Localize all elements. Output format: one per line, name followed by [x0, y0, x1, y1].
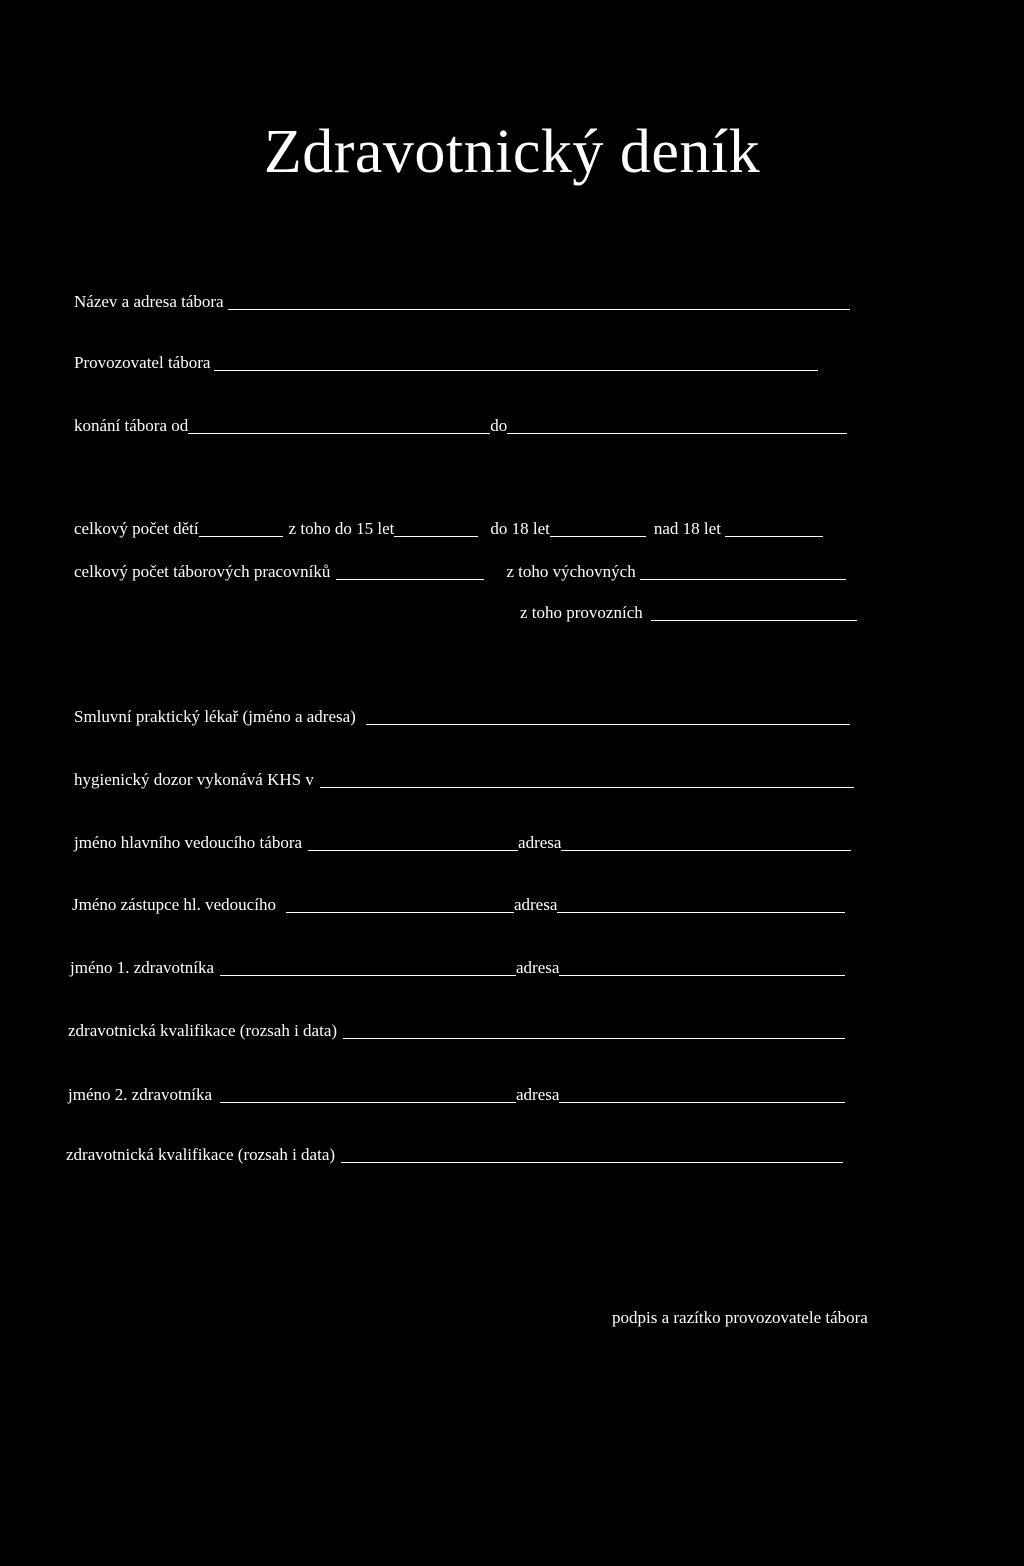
blank-hygiene-supervision[interactable] — [320, 787, 854, 788]
label-children-under-18: do 18 let — [490, 519, 550, 538]
blank-head-leader-name[interactable] — [308, 850, 518, 851]
blank-children-under-15[interactable] — [394, 536, 478, 537]
blank-children-under-18[interactable] — [550, 536, 646, 537]
label-hygiene-supervision: hygienický dozor vykonává KHS v — [74, 770, 314, 789]
field-camp-dates — [74, 416, 847, 436]
label-head-leader-address: adresa — [518, 833, 562, 852]
blank-camp-name-address[interactable] — [228, 309, 850, 310]
field-medic-1 — [70, 958, 845, 978]
label-children-over-18: nad 18 let — [653, 519, 721, 538]
field-staff-operational — [520, 603, 857, 623]
field-head-leader — [74, 833, 851, 853]
blank-children-total[interactable] — [199, 536, 283, 537]
label-staff-operational: z toho provozních — [520, 603, 643, 622]
label-camp-operator: Provozovatel tábora — [74, 353, 211, 372]
blank-medic-2-qualification[interactable] — [341, 1162, 843, 1163]
blank-medic-1-name[interactable] — [220, 975, 516, 976]
label-head-leader-name: jméno hlavního vedoucího tábora — [74, 833, 303, 852]
blank-medic-1-address[interactable] — [559, 975, 845, 976]
blank-staff-total[interactable] — [336, 579, 484, 580]
label-medic-1-name: jméno 1. zdravotníka — [70, 958, 214, 977]
label-children-under-15: z toho do 15 let — [288, 519, 395, 538]
blank-camp-operator[interactable] — [214, 370, 818, 371]
label-staff-educators: z toho výchovných — [506, 562, 636, 581]
blank-head-leader-address[interactable] — [561, 850, 851, 851]
blank-contract-doctor[interactable] — [366, 724, 850, 725]
field-camp-name-address — [74, 292, 850, 312]
field-contract-doctor — [74, 707, 850, 727]
field-children-counts — [74, 519, 823, 539]
label-camp-from: konání tábora od — [74, 416, 189, 435]
blank-medic-1-qualification[interactable] — [343, 1038, 845, 1039]
label-camp-name-address: Název a adresa tábora — [74, 292, 224, 311]
field-camp-operator — [74, 353, 818, 373]
label-medic-1-qualification: zdravotnická kvalifikace (rozsah i data) — [68, 1021, 338, 1040]
blank-deputy-leader-address[interactable] — [557, 912, 845, 913]
page-title: Zdravotnický deník — [263, 118, 761, 186]
field-deputy-leader — [72, 895, 845, 915]
blank-children-over-18[interactable] — [725, 536, 823, 537]
blank-medic-2-name[interactable] — [220, 1102, 516, 1103]
field-staff-counts — [74, 562, 846, 582]
label-deputy-leader-name: Jméno zástupce hl. vedoucího — [72, 895, 276, 914]
field-medic-1-qualification — [68, 1021, 845, 1041]
label-medic-2-qualification: zdravotnická kvalifikace (rozsah i data) — [66, 1145, 336, 1164]
label-children-total: celkový počet dětí — [74, 519, 199, 538]
signature-label: podpis a razítko provozovatele tábora — [612, 1308, 868, 1327]
label-medic-1-address: adresa — [516, 958, 560, 977]
blank-medic-2-address[interactable] — [559, 1102, 845, 1103]
blank-staff-educators[interactable] — [640, 579, 846, 580]
blank-camp-to[interactable] — [507, 433, 847, 434]
label-medic-2-name: jméno 2. zdravotníka — [68, 1085, 212, 1104]
field-medic-2-qualification — [66, 1145, 843, 1165]
field-medic-2 — [68, 1085, 845, 1105]
label-staff-total: celkový počet táborových pracovníků — [74, 562, 331, 581]
blank-camp-from[interactable] — [188, 433, 490, 434]
blank-deputy-leader-name[interactable] — [286, 912, 514, 913]
label-deputy-leader-address: adresa — [513, 895, 558, 914]
field-hygiene-supervision — [74, 770, 854, 790]
label-contract-doctor: Smluvní praktický lékař (jméno a adresa) — [74, 707, 356, 726]
label-camp-to: do — [490, 416, 508, 435]
blank-staff-operational[interactable] — [651, 620, 857, 621]
label-medic-2-address: adresa — [516, 1085, 560, 1104]
